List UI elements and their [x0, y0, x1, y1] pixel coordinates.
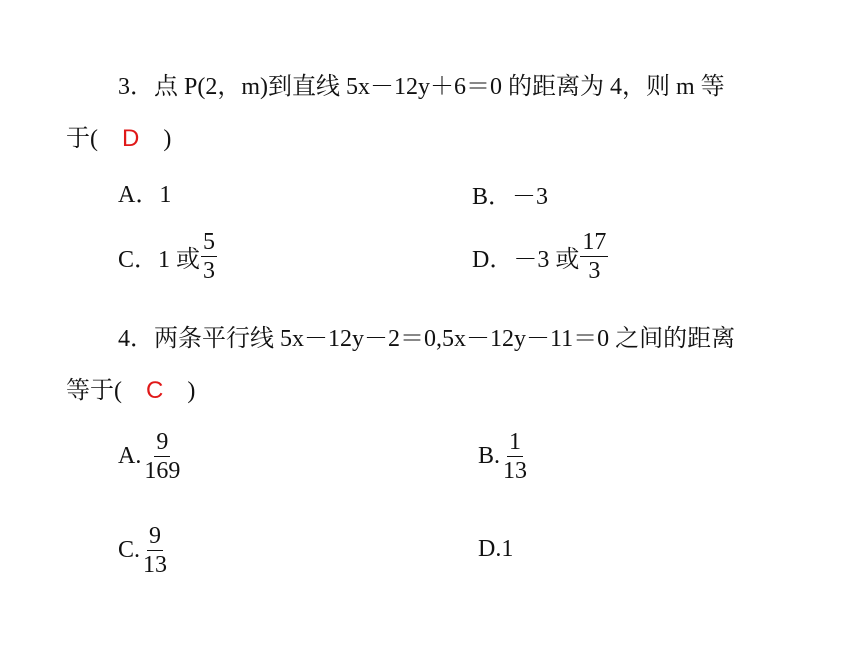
q4-option-a-fraction: [142, 430, 182, 483]
q4-option-a: [118, 430, 183, 483]
q4-option-b-label: B.: [478, 443, 501, 469]
q3-option-d-fraction: [580, 230, 608, 283]
q4-stem-line1: 4．两条平行线 5x－12y－2＝0,5x－12y－11＝0 之间的距离: [118, 326, 736, 352]
q4-option-b: [478, 430, 530, 483]
q3-option-b: B．－3: [472, 184, 549, 210]
q4-option-d: D.1: [478, 536, 514, 562]
q3-option-a: A．1: [118, 182, 172, 208]
q4-option-c-label: C.: [118, 537, 141, 563]
q3-option-d: [472, 230, 609, 283]
q4-stem-line2: [66, 376, 195, 406]
q3-option-c: [118, 230, 218, 283]
q4-option-a-numerator: 9: [156, 429, 169, 455]
q3-answer: D: [122, 125, 140, 152]
q4-option-c-denominator: 13: [143, 552, 168, 578]
q3-option-d-numerator: 17: [582, 229, 607, 255]
q3-option-c-denominator: 3: [203, 258, 216, 284]
q4-answer: C: [146, 377, 164, 404]
q4-option-b-numerator: 1: [509, 429, 522, 455]
q3-option-d-denominator: 3: [588, 258, 601, 284]
q3-stem-line1: 3．点 P(2，m)到直线 5x－12y＋6＝0 的距离为 4，则 m 等: [118, 74, 725, 100]
q4-option-c-numerator: 9: [149, 523, 162, 549]
q3-option-c-fraction: [201, 230, 217, 283]
q4-bracket-open: 等于(: [66, 378, 122, 404]
q4-option-b-fraction: [501, 430, 529, 483]
q3-stem-line2: [66, 124, 171, 154]
q3-option-c-label: C．1 或: [118, 247, 201, 273]
q4-option-c: [118, 524, 170, 577]
q4-option-a-denominator: 169: [144, 458, 181, 484]
q4-bracket-close: ): [187, 378, 196, 404]
q3-bracket-open: 于(: [66, 126, 98, 152]
q3-option-d-label: D．－3 或: [472, 247, 580, 273]
q4-option-c-fraction: [141, 524, 169, 577]
q4-option-b-denominator: 13: [503, 458, 528, 484]
q4-option-a-label: A.: [118, 443, 142, 469]
q3-bracket-close: ): [163, 126, 172, 152]
q3-option-c-numerator: 5: [203, 229, 216, 255]
